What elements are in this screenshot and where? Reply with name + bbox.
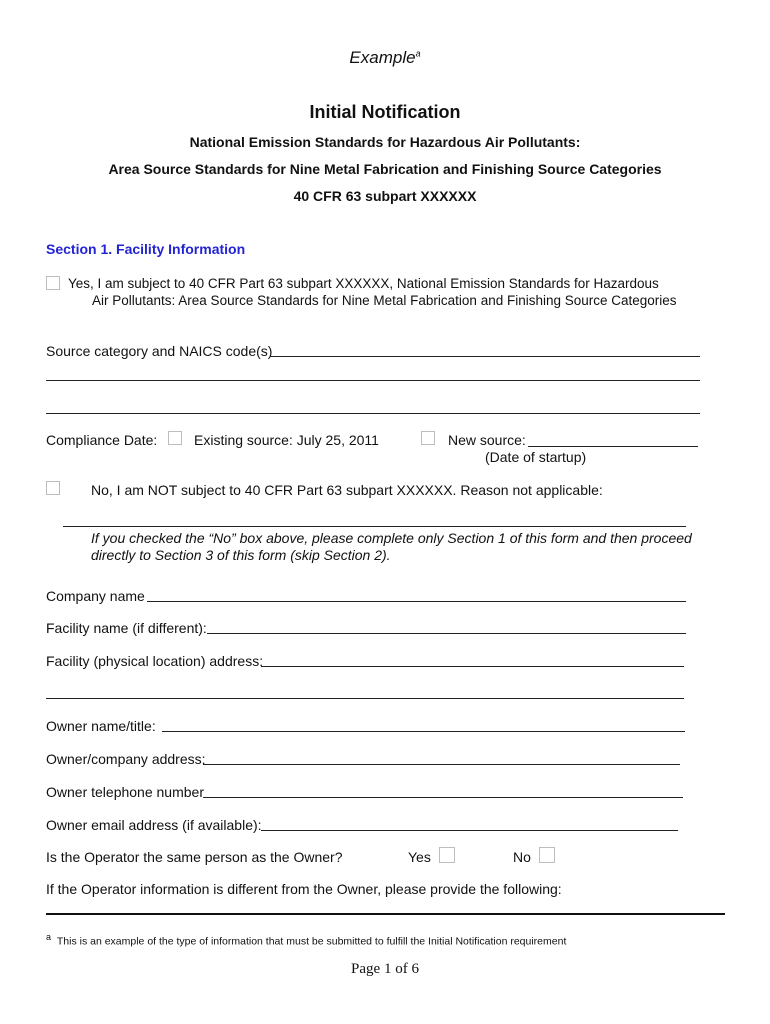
compliance-date-label: Compliance Date:	[46, 432, 158, 448]
source-category-field-3[interactable]	[46, 413, 700, 414]
owner-name-label: Owner name/title:	[46, 718, 156, 734]
operator-yes-checkbox[interactable]	[439, 847, 455, 863]
footnote	[46, 932, 566, 948]
owner-address-field[interactable]	[203, 764, 680, 765]
operator-no-checkbox[interactable]	[539, 847, 555, 863]
company-name-label: Company name	[46, 588, 145, 604]
subject-yes-checkbox[interactable]	[46, 276, 60, 290]
reason-not-applicable-field[interactable]	[63, 526, 686, 527]
existing-source-checkbox[interactable]	[168, 431, 182, 445]
facility-address-label: Facility (physical location) address:	[46, 653, 264, 669]
company-name-field[interactable]	[147, 601, 686, 602]
owner-email-label: Owner email address (if available):	[46, 817, 262, 833]
example-label: Example$^a$	[349, 48, 421, 67]
facility-name-label: Facility name (if different):	[46, 620, 207, 636]
page-title: Initial Notification	[309, 102, 461, 122]
source-category-field-2[interactable]	[46, 380, 700, 381]
facility-address-field[interactable]	[261, 666, 684, 667]
owner-name-field[interactable]	[162, 731, 685, 732]
owner-email-field[interactable]	[261, 830, 678, 831]
owner-phone-field[interactable]	[203, 797, 683, 798]
new-source-date-field[interactable]	[528, 446, 698, 447]
subject-no-checkbox[interactable]	[46, 481, 60, 495]
page-number: Page 1 of 6	[351, 961, 419, 977]
existing-source-label: Existing source: July 25, 2011	[194, 432, 379, 448]
skip-note-1: If you checked the “No” box above, please complete only Section 1 of this form and then proceed	[91, 530, 692, 546]
facility-name-field[interactable]	[207, 633, 686, 634]
subtitle-1: National Emission Standards for Hazardous Air Pollutants:	[189, 134, 581, 150]
subject-yes-text-2: Air Pollutants: Area Source Standards for Nine Metal Fabrication and Finishing Source Categories	[92, 293, 677, 308]
operator-yes-label: Yes	[408, 849, 431, 865]
owner-address-label: Owner/company address:	[46, 751, 206, 767]
subject-no-text: No, I am NOT subject to 40 CFR Part 63 subpart XXXXXX. Reason not applicable:	[91, 482, 603, 498]
operator-no-label: No	[513, 849, 531, 865]
operator-info-note: If the Operator information is different from the Owner, please provide the following:	[46, 881, 562, 897]
owner-phone-label: Owner telephone number	[46, 784, 204, 800]
facility-address-field-2[interactable]	[46, 698, 684, 699]
footnote-mark: a	[46, 932, 52, 942]
subject-yes-text-1: Yes, I am subject to 40 CFR Part 63 subpart XXXXXX, National Emission Standards for Hazardous	[68, 276, 659, 291]
source-category-field[interactable]	[270, 356, 700, 357]
operator-same-question: Is the Operator the same person as the Owner?	[46, 849, 343, 865]
new-source-label: New source:	[448, 432, 526, 448]
subtitle-2: Area Source Standards for Nine Metal Fabrication and Finishing Source Categories	[108, 161, 662, 177]
footnote-divider	[46, 913, 725, 915]
subtitle-3: 40 CFR 63 subpart XXXXXX	[293, 188, 477, 204]
new-source-checkbox[interactable]	[421, 431, 435, 445]
date-of-startup-label: (Date of startup)	[485, 449, 587, 465]
source-category-label: Source category and NAICS code(s)	[46, 343, 273, 359]
skip-note-2: directly to Section 3 of this form (skip Section 2).	[91, 547, 391, 563]
footnote-text: This is an example of the type of information that must be submitted to fulfill the Initial Notification requirement	[56, 935, 567, 948]
section-1-heading: Section 1. Facility Information	[46, 241, 246, 257]
